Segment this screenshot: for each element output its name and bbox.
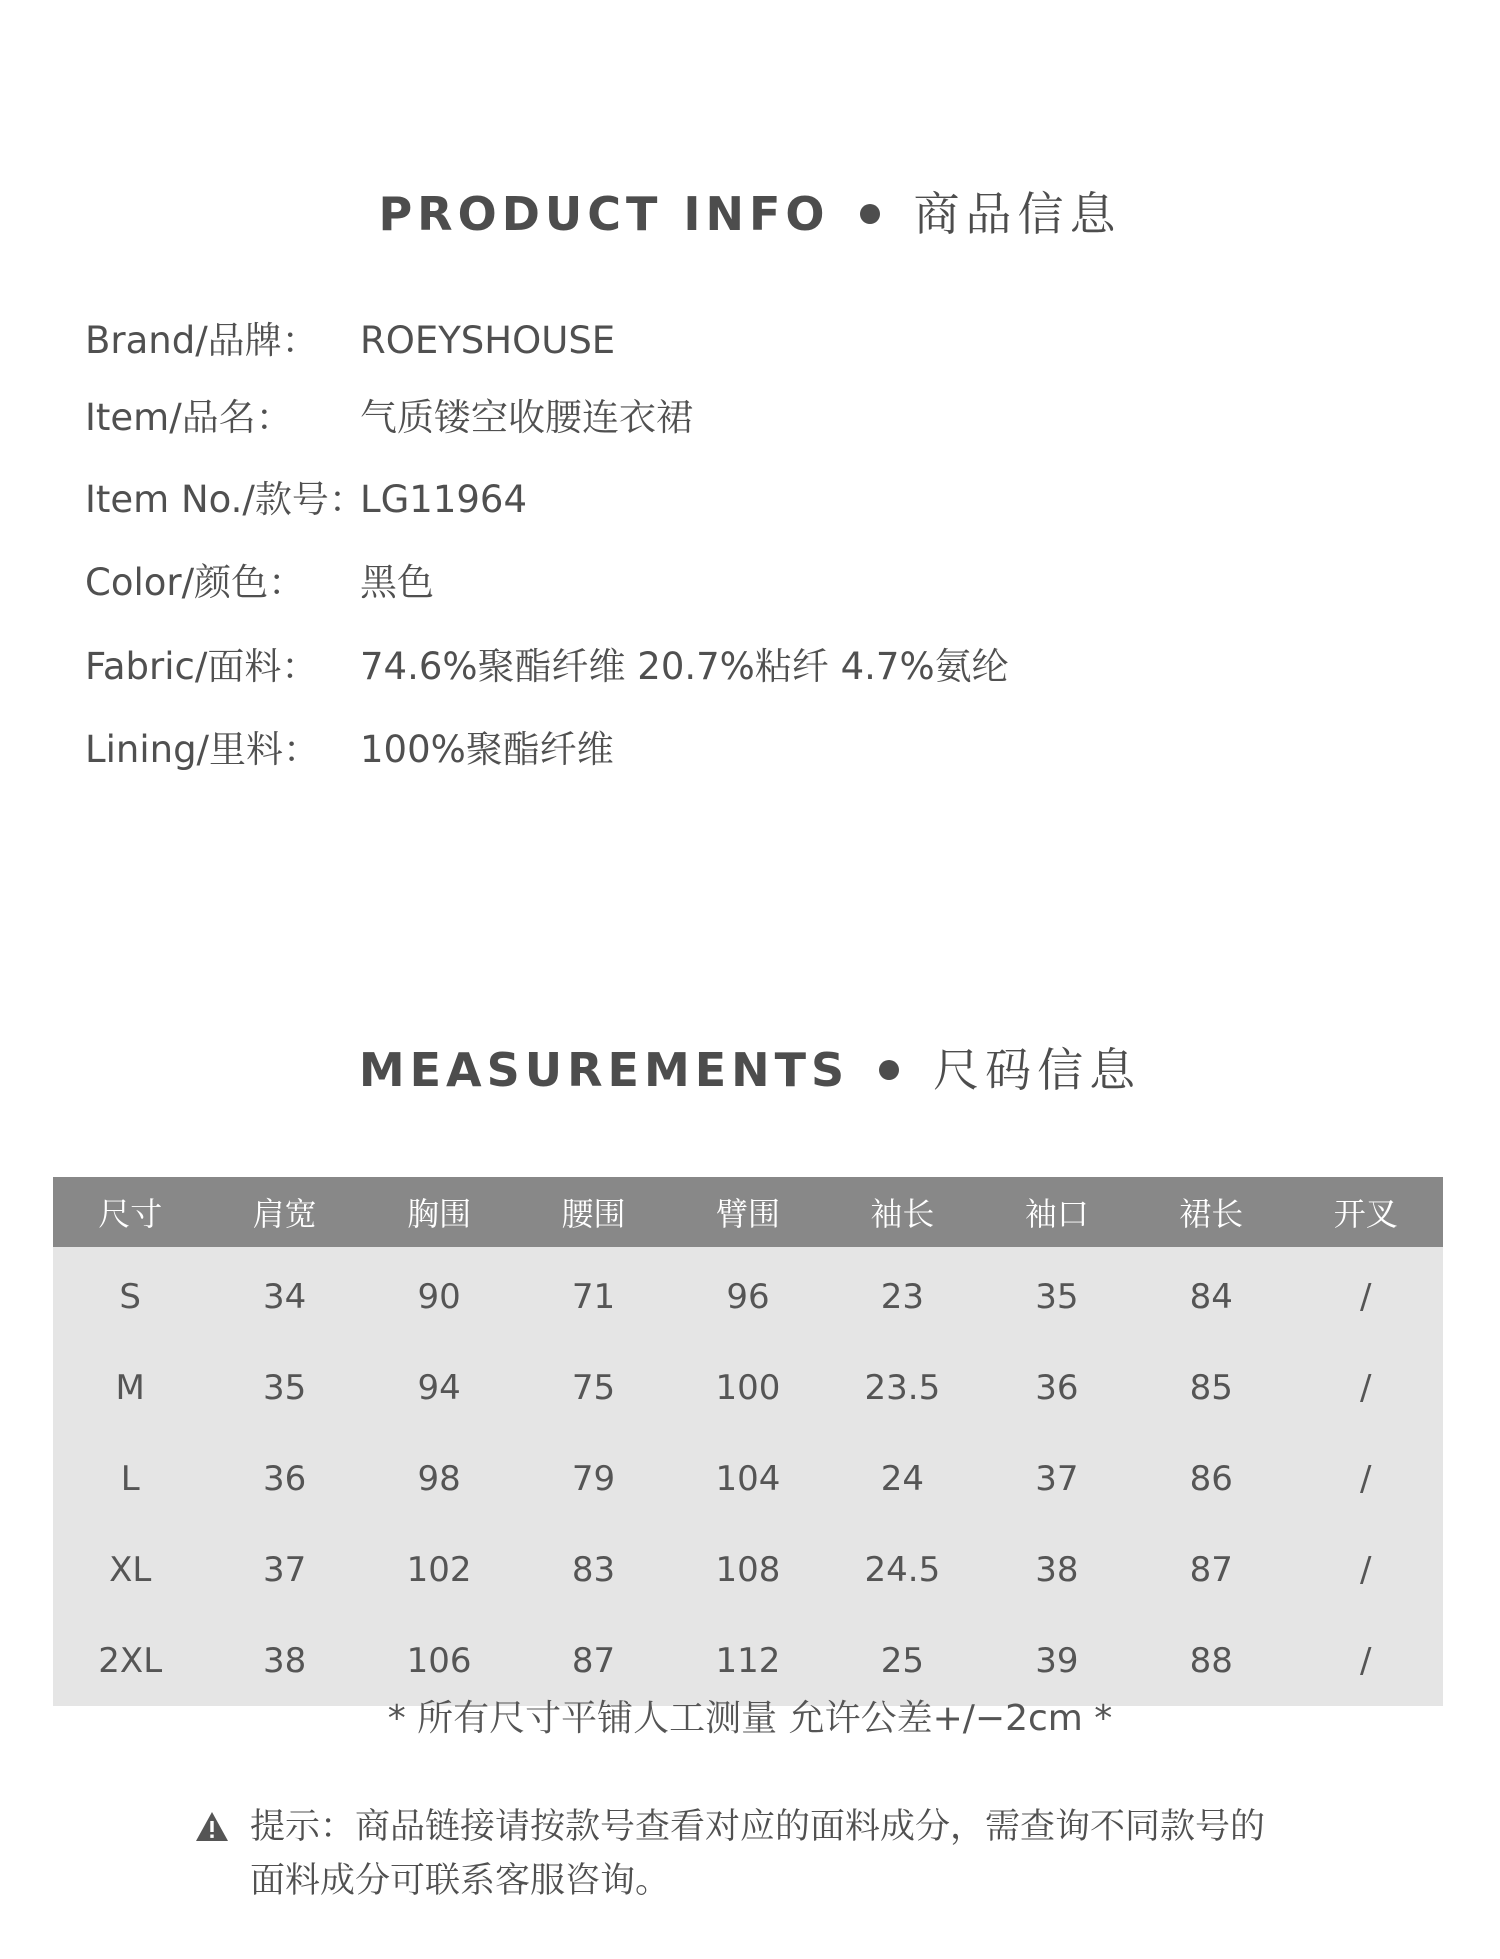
table-cell: 2XL <box>53 1615 207 1706</box>
table-cell: / <box>1289 1615 1444 1706</box>
table-cell: 86 <box>1134 1433 1288 1524</box>
table-cell: 90 <box>362 1247 516 1342</box>
measurement-note: * 所有尺寸平铺人工测量 允许公差+/−2cm * <box>387 1698 1113 1739</box>
measurements-title-en: MEASUREMENTS <box>358 1043 850 1097</box>
table-cell: 71 <box>516 1247 670 1342</box>
table-cell: / <box>1289 1524 1444 1615</box>
size-table <box>53 1177 1443 1706</box>
warning-icon <box>195 1810 229 1844</box>
info-value: 气质镂空收腰连衣裙 <box>360 396 693 439</box>
table-cell: 24.5 <box>825 1524 979 1615</box>
table-cell: / <box>1289 1247 1444 1342</box>
table-cell: 34 <box>207 1247 361 1342</box>
table-cell: 108 <box>671 1524 825 1615</box>
table-cell: 37 <box>980 1433 1134 1524</box>
table-cell: 83 <box>516 1524 670 1615</box>
info-value: LG11964 <box>360 478 527 521</box>
table-cell: 94 <box>362 1342 516 1433</box>
table-cell: S <box>53 1247 207 1342</box>
table-row <box>53 1247 1443 1342</box>
info-value: 黑色 <box>360 561 434 604</box>
table-cell: 36 <box>207 1433 361 1524</box>
info-row-item <box>85 393 693 443</box>
info-row-fabric <box>85 642 1009 692</box>
header-cell: 胸围 <box>362 1177 516 1247</box>
measurements-title-zh: 尺码信息 <box>933 1043 1142 1097</box>
table-cell: 24 <box>825 1433 979 1524</box>
info-label: Item No./款号： <box>85 478 366 521</box>
table-cell: M <box>53 1342 207 1433</box>
header-cell: 袖长 <box>825 1177 979 1247</box>
table-cell: 88 <box>1134 1615 1288 1706</box>
header-cell: 肩宽 <box>207 1177 361 1247</box>
bullet-dot-icon <box>879 1060 899 1080</box>
table-cell: L <box>53 1433 207 1524</box>
table-cell: 35 <box>980 1247 1134 1342</box>
table-cell: 106 <box>362 1615 516 1706</box>
table-cell: 37 <box>207 1524 361 1615</box>
info-row-brand <box>85 316 615 366</box>
table-cell: 38 <box>207 1615 361 1706</box>
table-cell: 85 <box>1134 1342 1288 1433</box>
measurements-heading <box>0 1034 1500 1100</box>
info-row-color <box>85 558 434 608</box>
table-header-row <box>53 1177 1443 1247</box>
table-cell: 96 <box>671 1247 825 1342</box>
info-label: Item/品名： <box>85 396 293 439</box>
table-row <box>53 1524 1443 1615</box>
table-cell: 36 <box>980 1342 1134 1433</box>
info-value: 100%聚酯纤维 <box>360 728 614 771</box>
table-cell: 75 <box>516 1342 670 1433</box>
table-cell: 25 <box>825 1615 979 1706</box>
info-label: Lining/里料： <box>85 728 321 771</box>
info-label: Fabric/面料： <box>85 645 319 688</box>
info-row-item-no <box>85 475 527 525</box>
tip-line-1: 提示：商品链接请按款号查看对应的面料成分，需查询不同款号的 <box>250 1807 1266 1847</box>
table-row <box>53 1342 1443 1433</box>
table-cell: 35 <box>207 1342 361 1433</box>
info-value: 74.6%聚酯纤维 20.7%粘纤 4.7%氨纶 <box>360 645 1009 688</box>
table-row <box>53 1433 1443 1524</box>
bullet-dot-icon <box>860 204 880 224</box>
info-label: Brand/品牌： <box>85 319 319 362</box>
header-cell: 臂围 <box>671 1177 825 1247</box>
table-cell: 98 <box>362 1433 516 1524</box>
info-row-lining <box>85 725 614 775</box>
header-cell: 裙长 <box>1134 1177 1288 1247</box>
table-cell: / <box>1289 1433 1444 1524</box>
table-cell: 87 <box>516 1615 670 1706</box>
tip-block <box>195 1800 1345 1908</box>
product-info-title-zh: 商品信息 <box>913 187 1122 241</box>
info-label: Color/颜色： <box>85 561 306 604</box>
table-cell: / <box>1289 1342 1444 1433</box>
table-cell: 39 <box>980 1615 1134 1706</box>
info-value: ROEYSHOUSE <box>360 319 616 362</box>
header-cell: 腰围 <box>516 1177 670 1247</box>
header-cell: 开叉 <box>1289 1177 1444 1247</box>
table-cell: 102 <box>362 1524 516 1615</box>
table-cell: 23.5 <box>825 1342 979 1433</box>
table-cell: 104 <box>671 1433 825 1524</box>
table-cell: 112 <box>671 1615 825 1706</box>
table-cell: 87 <box>1134 1524 1288 1615</box>
table-cell: XL <box>53 1524 207 1615</box>
product-info-title-en: PRODUCT INFO <box>378 187 830 241</box>
table-cell: 38 <box>980 1524 1134 1615</box>
table-cell: 84 <box>1134 1247 1288 1342</box>
product-info-heading <box>0 178 1500 244</box>
tip-line-2: 面料成分可联系客服咨询。 <box>250 1861 671 1901</box>
header-cell: 尺寸 <box>53 1177 207 1247</box>
table-cell: 79 <box>516 1433 670 1524</box>
table-cell: 23 <box>825 1247 979 1342</box>
header-cell: 袖口 <box>980 1177 1134 1247</box>
table-cell: 100 <box>671 1342 825 1433</box>
